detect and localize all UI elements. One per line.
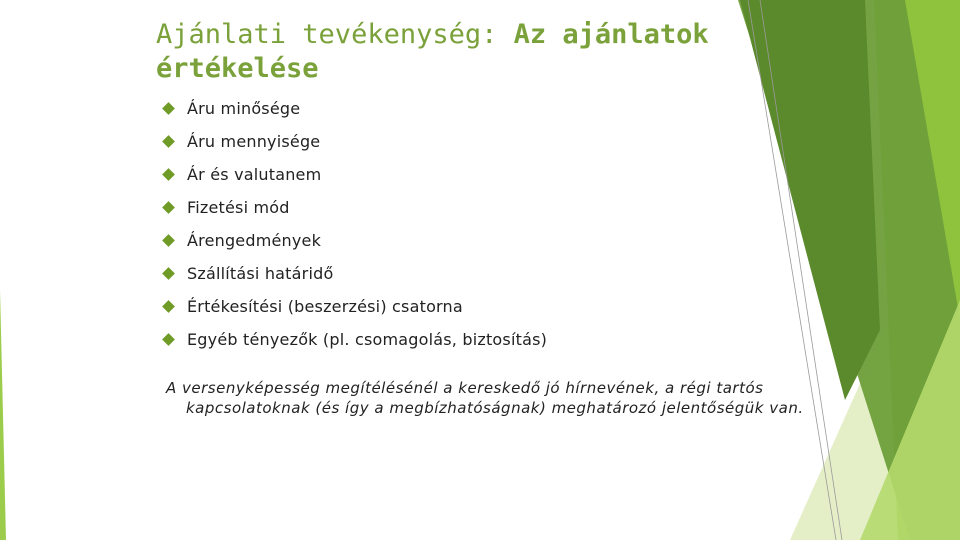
diamond-bullet-icon bbox=[162, 102, 175, 115]
list-item bbox=[160, 125, 547, 158]
left-edge-stripe bbox=[0, 290, 6, 540]
list-item-text: Értékesítési (beszerzési) csatorna bbox=[187, 297, 463, 316]
diamond-bullet-icon bbox=[162, 234, 175, 247]
title-regular: Ajánlati tevékenység: bbox=[156, 19, 514, 50]
list-item bbox=[160, 323, 547, 356]
list-item-text: Fizetési mód bbox=[187, 198, 290, 217]
deco-dark-band bbox=[740, 0, 880, 400]
list-item bbox=[160, 92, 547, 125]
list-item-text: Szállítási határidő bbox=[187, 264, 334, 283]
slide-title bbox=[156, 18, 716, 86]
list-item-text: Ár és valutanem bbox=[187, 165, 322, 184]
diamond-bullet-icon bbox=[162, 267, 175, 280]
list-item bbox=[160, 224, 547, 257]
list-item bbox=[160, 290, 547, 323]
title-bold: Az ajánlatok értékelése bbox=[156, 19, 709, 84]
diamond-bullet-icon bbox=[162, 135, 175, 148]
list-item bbox=[160, 191, 547, 224]
diamond-bullet-icon bbox=[162, 168, 175, 181]
diamond-bullet-icon bbox=[162, 300, 175, 313]
list-item-text: Egyéb tényezők (pl. csomagolás, biztosítás) bbox=[187, 330, 548, 349]
list-item-text: Árengedmények bbox=[187, 231, 322, 250]
list-item bbox=[160, 257, 547, 290]
list-item-text: Áru mennyisége bbox=[187, 132, 321, 151]
bullet-list bbox=[160, 92, 547, 356]
list-item-text: Áru minősége bbox=[187, 99, 301, 118]
list-item bbox=[160, 158, 547, 191]
note-paragraph: A versenyképesség megítélésénél a kereskedő jó hírnevének, a régi tartós kapcsolatoknak (és így a megbízhatóságnak) meghatározó jelentőségük van. bbox=[166, 379, 804, 417]
diamond-bullet-icon bbox=[162, 201, 175, 214]
diamond-bullet-icon bbox=[162, 333, 175, 346]
